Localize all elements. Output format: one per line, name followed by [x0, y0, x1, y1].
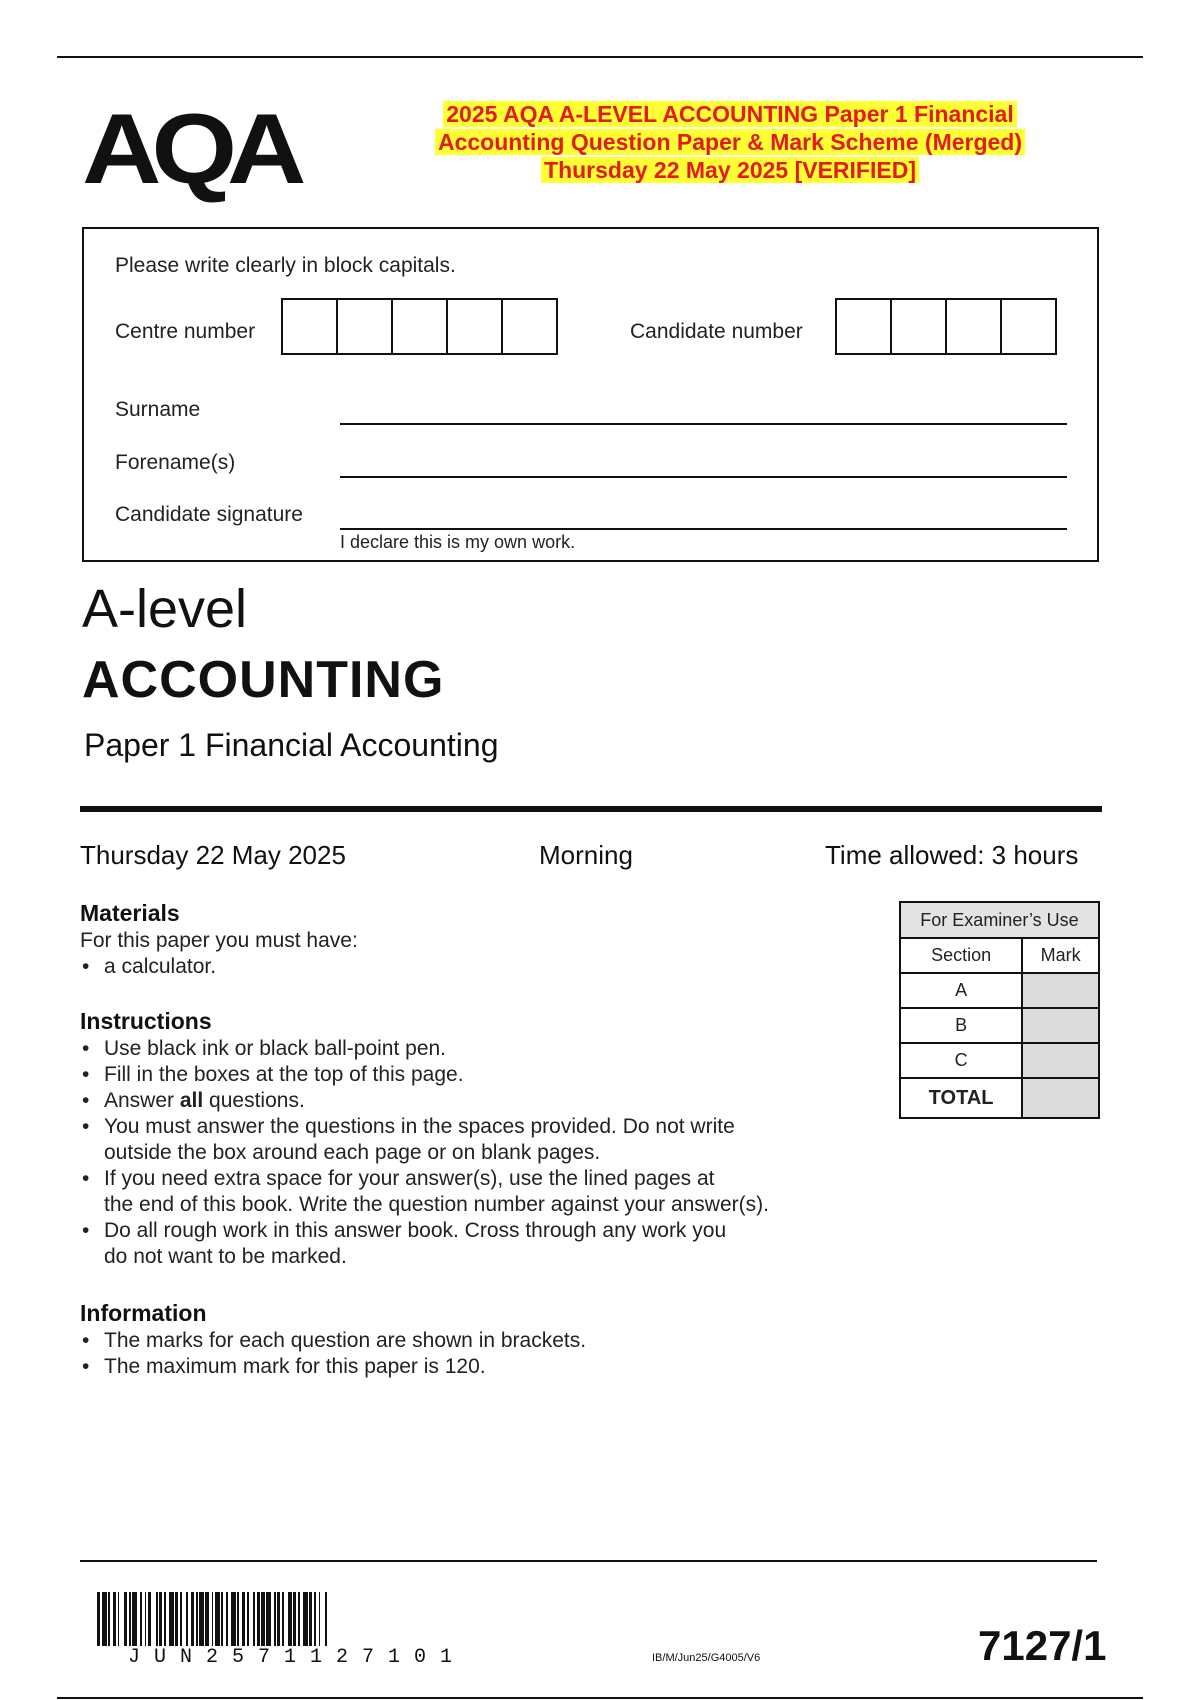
- candidate-digit-box[interactable]: [835, 298, 892, 355]
- top-rule: [57, 56, 1143, 58]
- instruction-text: You must answer the questions in the spaces provided. Do not write: [104, 1115, 735, 1138]
- candidate-digit-box[interactable]: [1000, 298, 1057, 355]
- instruction-item: [80, 1114, 840, 1166]
- section-divider: [80, 806, 1102, 812]
- total-label: TOTAL: [900, 1078, 1022, 1118]
- instruction-item: • Use black ink or black ball-point pen.: [80, 1036, 840, 1062]
- centre-digit-box[interactable]: [446, 298, 503, 355]
- surname-field[interactable]: [340, 423, 1067, 425]
- instruction-text: outside the box around each page or on blank pages.: [104, 1141, 601, 1164]
- instruction-text: the end of this book. Write the question number against your answer(s).: [104, 1193, 769, 1216]
- banner-line-1: 2025 AQA A-LEVEL ACCOUNTING Paper 1 Financial: [443, 101, 1016, 127]
- centre-digit-box[interactable]: [281, 298, 338, 355]
- centre-digit-box[interactable]: [336, 298, 393, 355]
- reference-code: IB/M/Jun25/G4005/V6: [652, 1652, 761, 1664]
- candidate-details-box: [82, 227, 1099, 562]
- materials-item: • a calculator.: [80, 954, 840, 980]
- candidate-number-label: Candidate number: [630, 320, 803, 343]
- centre-digit-box[interactable]: [391, 298, 448, 355]
- signature-label: Candidate signature: [115, 503, 303, 526]
- section-c-cell: C: [900, 1043, 1022, 1078]
- barcode-text: JUN2571127101: [128, 1646, 467, 1669]
- instruction-text: do not want to be marked.: [104, 1245, 347, 1268]
- section-a-mark: [1022, 973, 1099, 1008]
- instruction-item: • Fill in the boxes at the top of this page.: [80, 1062, 840, 1088]
- instruction-emphasis: all: [179, 1089, 204, 1112]
- declaration-text: I declare this is my own work.: [340, 532, 576, 552]
- qualification-level: A-level: [82, 579, 248, 639]
- barcode-stripe: [327, 1592, 330, 1646]
- footer-rule: [80, 1560, 1097, 1562]
- centre-digit-box[interactable]: [501, 298, 558, 355]
- title-banner: [410, 100, 1050, 184]
- materials-intro: For this paper you must have:: [80, 929, 358, 952]
- information-item: • The marks for each question are shown in brackets.: [80, 1328, 840, 1354]
- signature-field[interactable]: [340, 528, 1067, 530]
- paper-code: 7127/1: [978, 1622, 1107, 1669]
- banner-line-3: Thursday 22 May 2025 [VERIFIED]: [541, 157, 919, 183]
- information-heading: Information: [80, 1300, 207, 1326]
- exam-session: Morning: [539, 840, 633, 870]
- bottom-rule: [57, 1697, 1143, 1699]
- instruction-item: [80, 1166, 880, 1218]
- section-b-mark: [1022, 1008, 1099, 1043]
- instruction-item: [80, 1088, 840, 1114]
- examiner-table-title: For Examiner’s Use: [900, 902, 1099, 938]
- paper-title: Paper 1 Financial Accounting: [84, 727, 499, 763]
- banner-line-2: Accounting Question Paper & Mark Scheme (Merged): [435, 129, 1025, 155]
- mark-column-header: Mark: [1022, 938, 1099, 973]
- instructions-heading: Instructions: [80, 1008, 212, 1034]
- surname-label: Surname: [115, 398, 201, 421]
- forename-field[interactable]: [340, 476, 1067, 478]
- exam-date: Thursday 22 May 2025: [80, 840, 346, 870]
- section-b-cell: B: [900, 1008, 1022, 1043]
- forename-label: Forename(s): [115, 451, 236, 474]
- section-c-mark: [1022, 1043, 1099, 1078]
- time-allowed: Time allowed: 3 hours: [825, 840, 1079, 870]
- information-item: • The maximum mark for this paper is 120.: [80, 1354, 840, 1380]
- instruction-text: Do all rough work in this answer book. Cross through any work you: [104, 1219, 727, 1242]
- centre-number-boxes[interactable]: [281, 298, 558, 355]
- instruction-item: [80, 1218, 840, 1270]
- block-capitals-instruction: Please write clearly in block capitals.: [115, 254, 456, 277]
- examiner-use-table: [899, 901, 1100, 1119]
- barcode: [97, 1592, 482, 1646]
- section-column-header: Section: [900, 938, 1022, 973]
- candidate-digit-box[interactable]: [945, 298, 1002, 355]
- instruction-text: If you need extra space for your answer(s), use the lined pages at: [104, 1167, 715, 1190]
- candidate-digit-box[interactable]: [890, 298, 947, 355]
- subject-title: ACCOUNTING: [82, 651, 445, 709]
- candidate-number-boxes[interactable]: [835, 298, 1057, 355]
- materials-heading: Materials: [80, 900, 180, 926]
- aqa-logo: AQA: [82, 93, 297, 205]
- total-mark: [1022, 1078, 1099, 1118]
- centre-number-label: Centre number: [115, 320, 256, 343]
- section-a-cell: A: [900, 973, 1022, 1008]
- instruction-text: Answer: [104, 1089, 180, 1112]
- instruction-text: questions.: [203, 1089, 305, 1112]
